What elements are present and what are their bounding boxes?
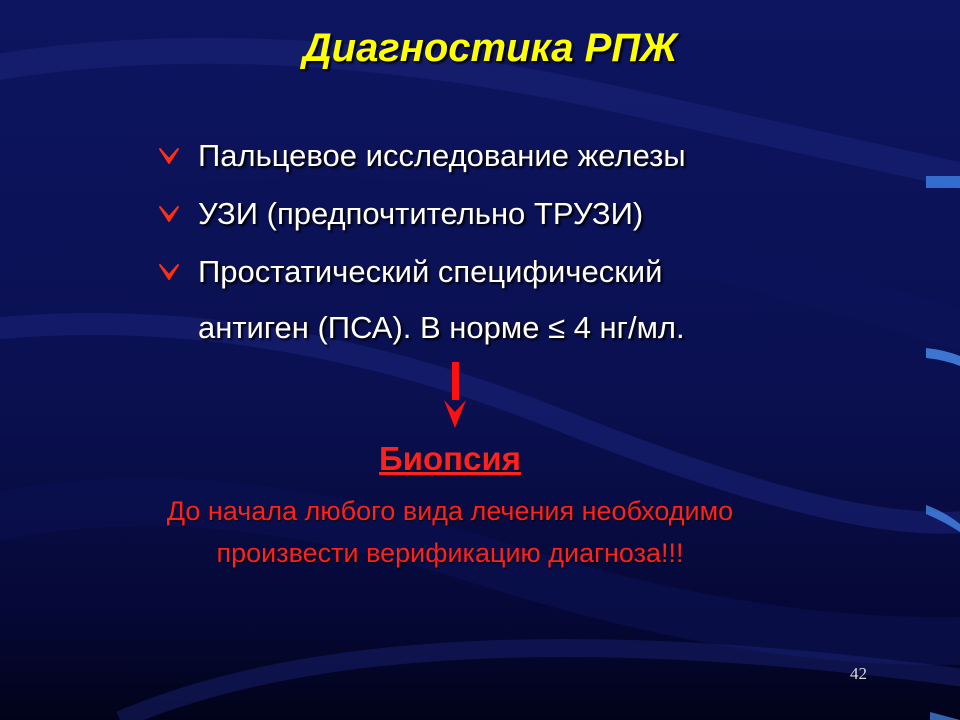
arrow-down-icon: [440, 362, 470, 432]
check-icon: [158, 262, 180, 282]
bullet-text: УЗИ (предпочтительно ТРУЗИ): [198, 196, 644, 231]
bullet-item: [158, 194, 878, 252]
bullet-text: Простатический специфический: [198, 254, 663, 289]
bullet-list: [158, 136, 878, 310]
bullet-item: [158, 252, 878, 310]
check-icon: [158, 146, 180, 166]
note-line: произвести верификацию диагноза!!!: [216, 538, 684, 568]
page-number: 42: [850, 664, 867, 683]
bullet-text: Пальцевое исследование железы: [198, 138, 686, 173]
bullet-item: [158, 136, 878, 194]
slide-title: Диагностика РПЖ: [302, 26, 678, 70]
bullet-continuation: антиген (ПСА). В норме ≤ 4 нг/мл.: [198, 310, 685, 345]
note-line: До начала любого вида лечения необходимо: [166, 496, 734, 526]
biopsy-heading: Биопсия: [379, 440, 521, 477]
diagnosis-note: [0, 490, 900, 574]
check-icon: [158, 204, 180, 224]
